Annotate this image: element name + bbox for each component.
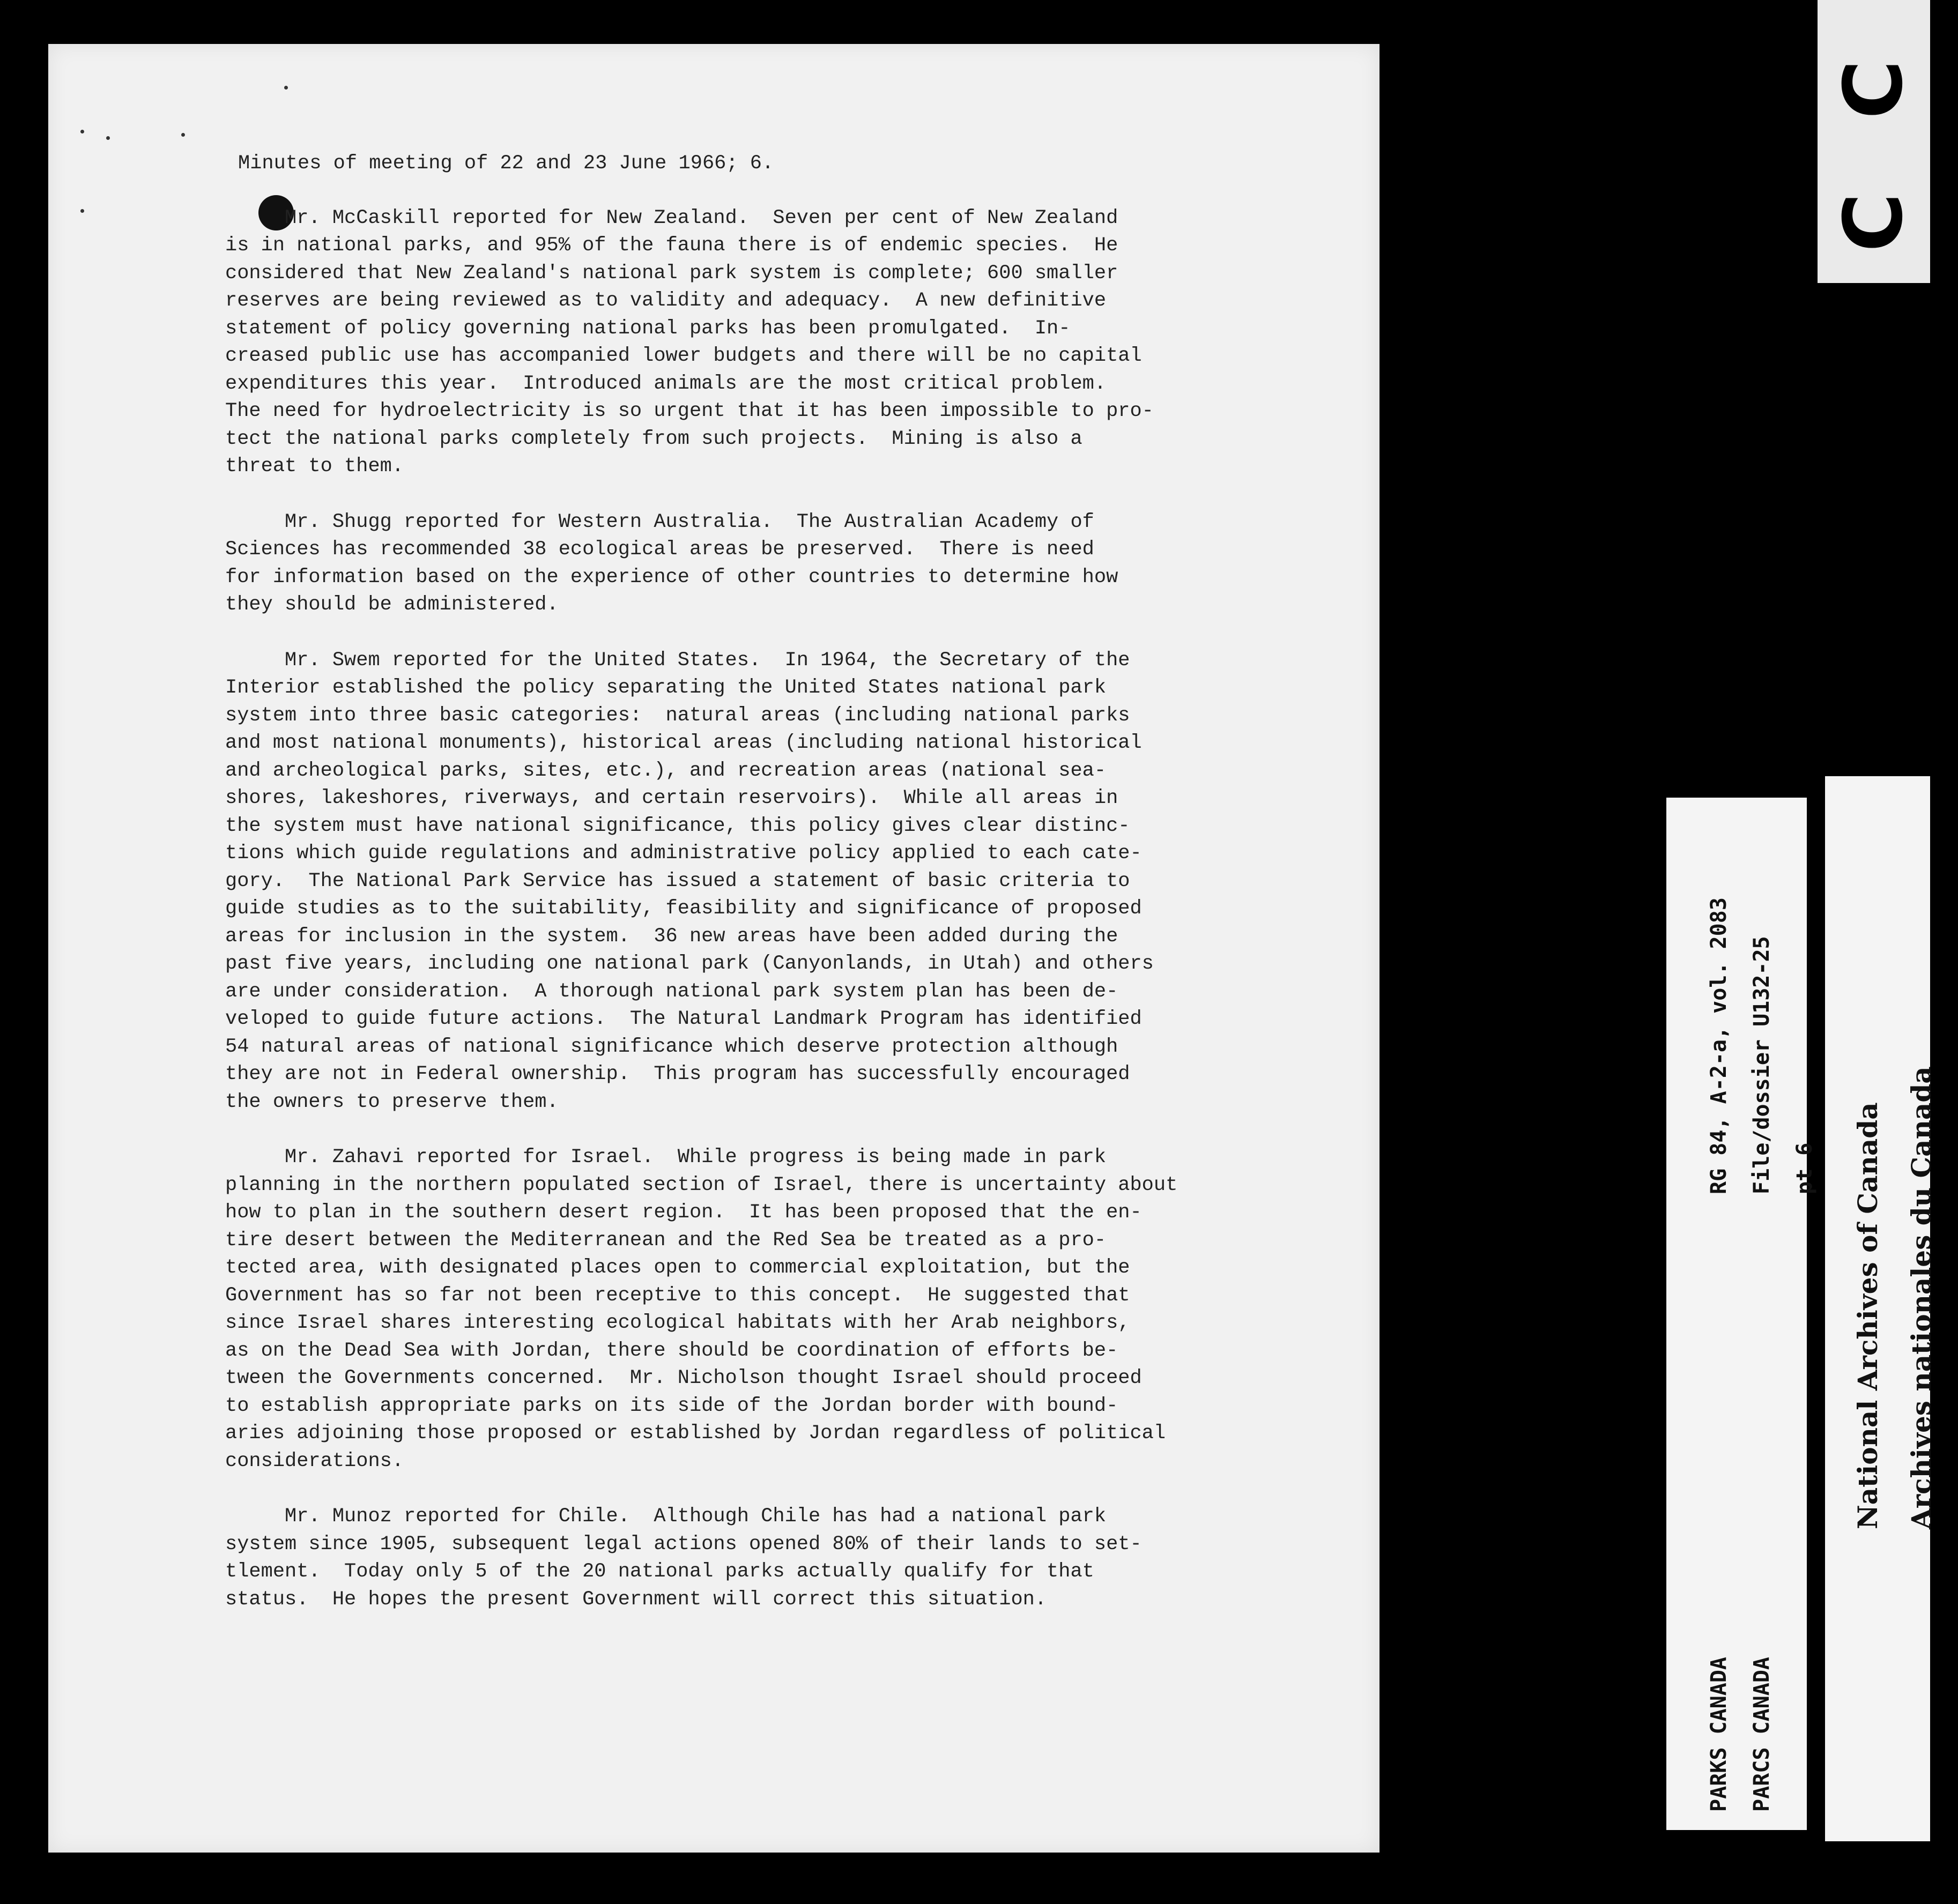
text-line: expenditures this year. Introduced animals are the most critical problem. <box>225 372 1107 395</box>
paragraph <box>225 205 1276 481</box>
speck <box>80 209 84 213</box>
text-line: creased public use has accompanied lower budgets and there will be no capital <box>225 345 1142 367</box>
reference-line: RG 84, A-2-a, vol. 2083 <box>1707 897 1731 1194</box>
archive-label <box>1831 1066 1958 1529</box>
speck <box>181 133 185 137</box>
text-line: Mr. McCaskill reported for New Zealand. Seven per cent of New Zealand <box>225 206 1118 229</box>
text-line: reserves are being reviewed as to validity and adequacy. A new definitive <box>225 289 1107 312</box>
text-line: since Israel shares interesting ecological habitats with her Arab neighbors, <box>225 1312 1130 1334</box>
text-line: planning in the northern populated section of Israel, there is uncertainty about <box>225 1173 1178 1196</box>
text-line: considerations. <box>225 1449 404 1472</box>
text-line: to establish appropriate parks on its side of the Jordan border with bound- <box>225 1394 1118 1417</box>
text-line: aries adjoining those proposed or established by Jordan regardless of political <box>225 1422 1166 1445</box>
text-line: they are not in Federal ownership. This program has successfully encouraged <box>225 1063 1130 1085</box>
text-line: veloped to guide future actions. The Natural Landmark Program has identified <box>225 1008 1142 1030</box>
text-line: status. He hopes the present Government will correct this situation. <box>225 1588 1047 1611</box>
text-line: past five years, including one national park (Canyonlands, in Utah) and others <box>225 953 1154 975</box>
text-line: and archeological parks, sites, etc.), and recreation areas (national sea- <box>225 759 1107 782</box>
speck <box>80 130 84 133</box>
frame-mark-bottom: C <box>1827 192 1920 252</box>
text-line: The need for hydroelectricity is so urgent that it has been impossible to pro- <box>225 400 1154 422</box>
text-line: how to plan in the southern desert region. It has been proposed that the en- <box>225 1201 1142 1224</box>
text-line: as on the Dead Sea with Jordan, there should be coordination of efforts be- <box>225 1339 1118 1362</box>
text-line: tect the national parks completely from such projects. Mining is also a <box>225 427 1082 450</box>
text-line: the owners to preserve them. <box>225 1090 559 1113</box>
text-line: and most national monuments), historical areas (including national historical <box>225 732 1142 754</box>
archive-reference-strip <box>1666 798 1817 1830</box>
text-line: Mr. Shugg reported for Western Australia. The Australian Academy of <box>225 510 1094 533</box>
text-line: system since 1905, subsequent legal actions opened 80% of their lands to set- <box>225 1533 1142 1556</box>
speck <box>284 86 288 90</box>
text-line: tlement. Today only 5 of the 20 national parks actually qualify for that <box>225 1560 1094 1583</box>
text-line: considered that New Zealand's national park system is complete; 600 smaller <box>225 262 1118 285</box>
reference-line: File/dossier U132-25 <box>1749 936 1774 1194</box>
reference-block <box>1688 897 1836 1194</box>
reference-line: pt 6 <box>1792 1142 1817 1194</box>
paragraph <box>225 647 1276 1117</box>
agency-line: PARCS CANADA <box>1749 1657 1774 1812</box>
speck <box>106 136 110 140</box>
text-line: 54 natural areas of national significance which deserve protection although <box>225 1035 1118 1058</box>
document-body <box>225 150 1276 1641</box>
frame-tab <box>1818 0 1930 283</box>
paragraph-list <box>225 205 1276 1614</box>
text-line: Mr. Zahavi reported for Israel. While progress is being made in park <box>225 1146 1107 1169</box>
text-line: they should be administered. <box>225 593 559 616</box>
paragraph <box>225 509 1276 619</box>
text-line: for information based on the experience of other countries to determine how <box>225 566 1118 589</box>
paragraph <box>225 1503 1276 1613</box>
text-line: the system must have national significance, this policy gives clear distinc- <box>225 814 1130 837</box>
text-line: Interior established the policy separating the United States national park <box>225 676 1107 699</box>
text-line: are under consideration. A thorough national park system plan has been de- <box>225 980 1118 1003</box>
paragraph <box>225 1144 1276 1475</box>
text-line: Government has so far not been receptive to this concept. He suggested that <box>225 1284 1130 1307</box>
text-line: tions which guide regulations and administrative policy applied to each cate- <box>225 842 1142 865</box>
text-line: system into three basic categories: natural areas (including national parks <box>225 704 1130 727</box>
text-line: is in national parks, and 95% of the fauna there is of endemic species. He <box>225 234 1118 257</box>
text-line: Mr. Swem reported for the United States. In 1964, the Secretary of the <box>225 649 1130 672</box>
text-line: gory. The National Park Service has issued a statement of basic criteria to <box>225 869 1130 892</box>
text-line: threat to them. <box>225 455 404 478</box>
archive-label-strip <box>1825 776 1937 1841</box>
text-line: tween the Governments concerned. Mr. Nicholson thought Israel should proceed <box>225 1367 1142 1389</box>
text-line: Mr. Munoz reported for Chile. Although Chile has had a national park <box>225 1505 1107 1528</box>
frame-mark-top: C <box>1827 59 1920 119</box>
text-line: areas for inclusion in the system. 36 new areas have been added during the <box>225 925 1118 948</box>
agency-block <box>1688 1657 1793 1812</box>
text-line: tected area, with designated places open to commercial exploitation, but the <box>225 1256 1130 1279</box>
archive-label-line: Archives nationales du Canada <box>1905 1066 1937 1529</box>
text-line: Sciences has recommended 38 ecological areas be preserved. There is need <box>225 538 1094 561</box>
text-line: statement of policy governing national parks has been promulgated. In- <box>225 317 1071 340</box>
agency-line: PARKS CANADA <box>1707 1657 1731 1812</box>
archive-label-line: National Archives of Canada <box>1852 1102 1883 1529</box>
text-line: shores, lakeshores, riverways, and certain reservoirs). While all areas in <box>225 787 1118 809</box>
text-line: guide studies as to the suitability, feasibility and significance of proposed <box>225 897 1142 920</box>
text-line: tire desert between the Mediterranean and the Red Sea be treated as a pro- <box>225 1229 1107 1252</box>
document-header: Minutes of meeting of 22 and 23 June 1966; 6. <box>238 152 774 175</box>
